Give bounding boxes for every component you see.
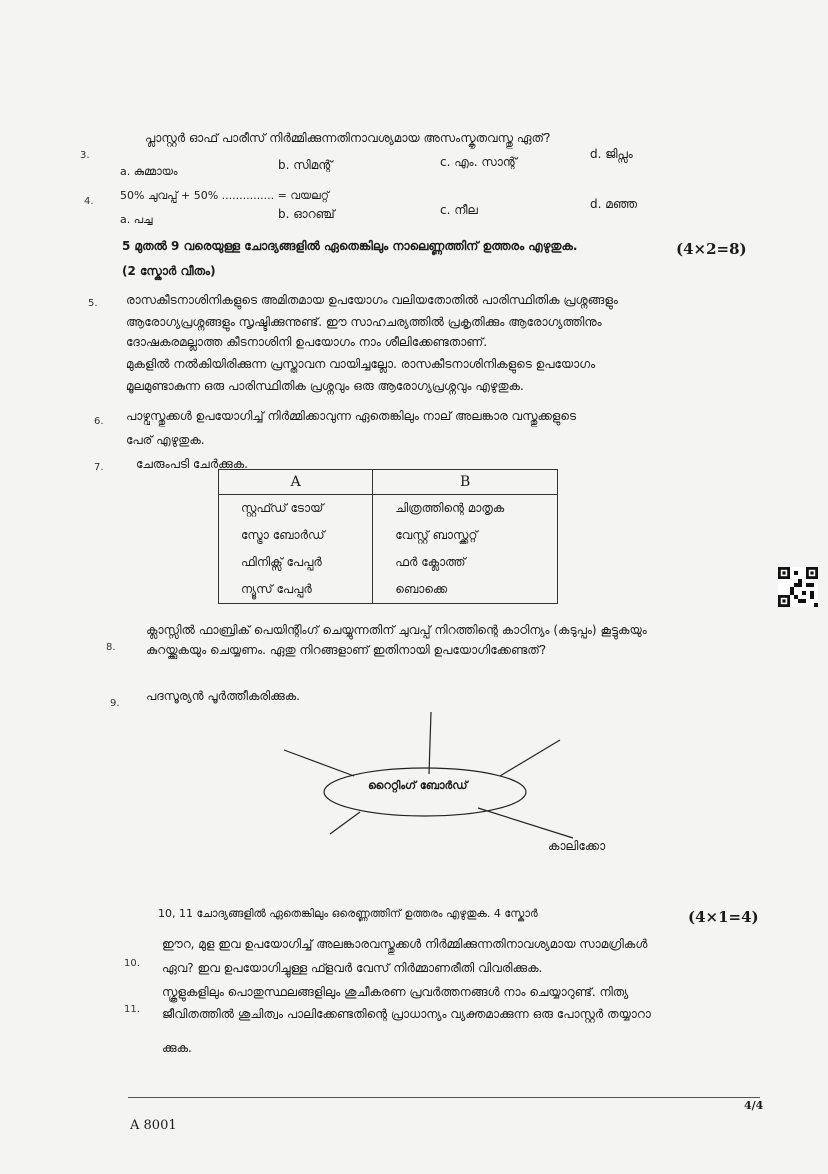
question-5-line-4: മുകളിൽ നൽകിയിരിക്കുന്ന പ്രസ്താവന വായിച്ചല്ലോ. രാസകീടനാശിനികളുടെ ഉപയോഗം xyxy=(126,357,596,371)
sun-center-label: റൈറ്റിംഗ് ബോർഡ് xyxy=(368,779,468,792)
question-4-option-d: d. മഞ്ഞ xyxy=(590,197,638,211)
question-11-number: 11. xyxy=(124,1004,140,1015)
question-3-option-b: b. സിമന്റ് xyxy=(278,158,333,172)
question-8-line-1: ക്ലാസ്സിൽ ഫാബ്രിക് പെയിന്റിംഗ് ചെയ്യുന്നതിന് ചുവപ്പ് നിറത്തിന്റെ കാഠിന്യം (കടുപ്പം) കൂട്ടുകയും xyxy=(146,623,647,637)
question-3-number: 3. xyxy=(80,150,90,161)
question-3-option-d: d. ജിപ്സം xyxy=(590,147,633,161)
question-6-line-1: പാഴ്വസ്തുക്കൾ ഉപയോഗിച്ച് നിർമ്മിക്കാവുന്ന ഏതെങ്കിലും നാല് അലങ്കാര വസ്തുക്കളുടെ xyxy=(126,409,577,423)
sun-ray-left xyxy=(284,750,354,776)
question-7-number: 7. xyxy=(94,462,104,473)
question-4-option-b: b. ഓറഞ്ച് xyxy=(278,207,335,221)
question-4-text: 50% ചുവപ്പ് + 50% ............... = വയലറ്റ് xyxy=(120,189,329,202)
question-11-line-3: ക്കുക. xyxy=(162,1041,192,1055)
column-b-cell: ചിത്രത്തിന്റെ മാതൃക xyxy=(373,495,558,523)
column-b-header: B xyxy=(373,470,558,495)
paper-code: A 8001 xyxy=(130,1118,177,1133)
sun-ray-top xyxy=(429,712,431,774)
question-8-number: 8. xyxy=(106,642,116,653)
question-3-option-c: c. എം. സാന്റ് xyxy=(440,155,517,169)
sun-ray-lower-left xyxy=(330,812,360,834)
column-b-cell: ഫർ ക്ലോത്ത് xyxy=(373,549,558,576)
column-b-cell: വേസ്റ്റ് ബാസ്ക്കറ്റ് xyxy=(373,522,558,549)
match-table xyxy=(218,469,558,604)
question-3-option-a: a. കുമ്മായം xyxy=(120,165,178,178)
table-row xyxy=(219,495,558,523)
column-a-cell: സ്റ്റഫ്ഡ് ടോയ് xyxy=(219,495,373,523)
question-6-line-2: പേര് എഴുതുക. xyxy=(126,433,205,447)
column-a-cell: ഫിനിക്സ് പേപ്പർ xyxy=(219,549,373,576)
question-8-line-2: കുറയ്ക്കുകയും ചെയ്യണം. ഏതു നിറങ്ങളാണ് ഇതിനായി ഉപയോഗിക്കേണ്ടത്? xyxy=(146,643,547,657)
section-2-marks: (4×2=8) xyxy=(676,240,747,258)
question-4-option-c: c. നീല xyxy=(440,203,478,217)
section-2-instruction: 5 മുതൽ 9 വരെയുള്ള ചോദ്യങ്ങളിൽ ഏതെങ്കിലും നാലെണ്ണത്തിന് ഉത്തരം എഴുതുക. xyxy=(122,239,578,253)
sun-ray-upper-right xyxy=(500,740,560,776)
question-7-text: ചേരുംപടി ചേർക്കുക. xyxy=(136,457,248,471)
question-10-line-1: ഈറ, മുള ഇവ ഉപയോഗിച്ച് അലങ്കാരവസ്തുക്കൾ നിർമ്മിക്കുന്നതിനാവശ്യമായ സാമഗ്രികൾ xyxy=(162,937,648,951)
section-3-instruction: 10, 11 ചോദ്യങ്ങളിൽ ഏതെങ്കിലും ഒരെണ്ണത്തിന് ഉത്തരം എഴുതുക. 4 സ്കോർ xyxy=(158,907,538,920)
question-10-number: 10. xyxy=(124,958,140,969)
question-9-text: പദസൂര്യൻ പൂർത്തീകരിക്കുക. xyxy=(146,689,300,703)
column-a-cell: ന്യൂസ് പേപ്പർ xyxy=(219,576,373,604)
table-row xyxy=(219,522,558,549)
question-11-line-2: ജീവിതത്തിൽ ശുചിത്വം പാലിക്കേണ്ടതിന്റെ പ്രാധാന്യം വ്യക്തമാക്കുന്ന ഒരു പോസ്റ്റർ തയ്യാറാ xyxy=(162,1007,651,1021)
question-11-line-1: സ്കൂളുകളിലും പൊതുസ്ഥലങ്ങളിലും ശുചീകരണ പ്രവർത്തനങ്ങൾ നാം ചെയ്യാറുണ്ട്. നിത്യ xyxy=(162,985,629,999)
question-4-number: 4. xyxy=(84,196,94,207)
page-number: 4/4 xyxy=(744,1099,764,1112)
question-9-number: 9. xyxy=(110,698,120,709)
column-b-cell: ബൊക്കെ xyxy=(373,576,558,604)
table-row xyxy=(219,576,558,604)
sun-ray-answer-label: കാലിക്കോ xyxy=(548,839,606,853)
question-5-line-3: ദോഷകരമല്ലാത്ത കീടനാശിനി ഉപയോഗം നാം ശീലിക്കേണ്ടതാണ്. xyxy=(126,335,488,349)
section-3-marks: (4×1=4) xyxy=(688,908,759,926)
section-2-score-note: (2 സ്കോർ വീതം) xyxy=(122,264,216,278)
column-a-header: A xyxy=(219,470,373,495)
qr-code-icon xyxy=(778,567,818,607)
question-4-option-a: a. പച്ച xyxy=(120,213,153,226)
question-3-text: പ്ലാസ്റ്റർ ഓഫ് പാരീസ് നിർമ്മിക്കുന്നതിനാവശ്യമായ അസംസ്കൃതവസ്തു ഏത്? xyxy=(145,131,551,145)
sun-ray-lower-right xyxy=(478,808,573,838)
question-5-number: 5. xyxy=(88,298,98,309)
footer-divider xyxy=(128,1097,760,1098)
question-6-number: 6. xyxy=(94,416,104,427)
question-5-line-1: രാസകീടനാശിനികളുടെ അമിതമായ ഉപയോഗം വലിയതോതിൽ പാരിസ്ഥിതിക പ്രശ്നങ്ങളും xyxy=(126,293,618,307)
column-a-cell: സ്ട്രോ ബോർഡ് xyxy=(219,522,373,549)
question-5-line-2: ആരോഗ്യപ്രശ്നങ്ങളും സൃഷ്ടിക്കുന്നുണ്ട്. ഈ സാഹചര്യത്തിൽ പ്രകൃതിക്കും ആരോഗ്യത്തിനും xyxy=(126,315,602,329)
question-10-line-2: ഏവ? ഇവ ഉപയോഗിച്ചുള്ള ഫ്ളവർ വേസ് നിർമ്മാണരീതി വിവരിക്കുക. xyxy=(162,961,543,975)
table-row xyxy=(219,549,558,576)
question-5-line-5: മൂലമുണ്ടാകുന്ന ഒരു പാരിസ്ഥിതിക പ്രശ്നവും ഒരു ആരോഗ്യപ്രശ്നവും എഴുതുക. xyxy=(126,379,524,393)
